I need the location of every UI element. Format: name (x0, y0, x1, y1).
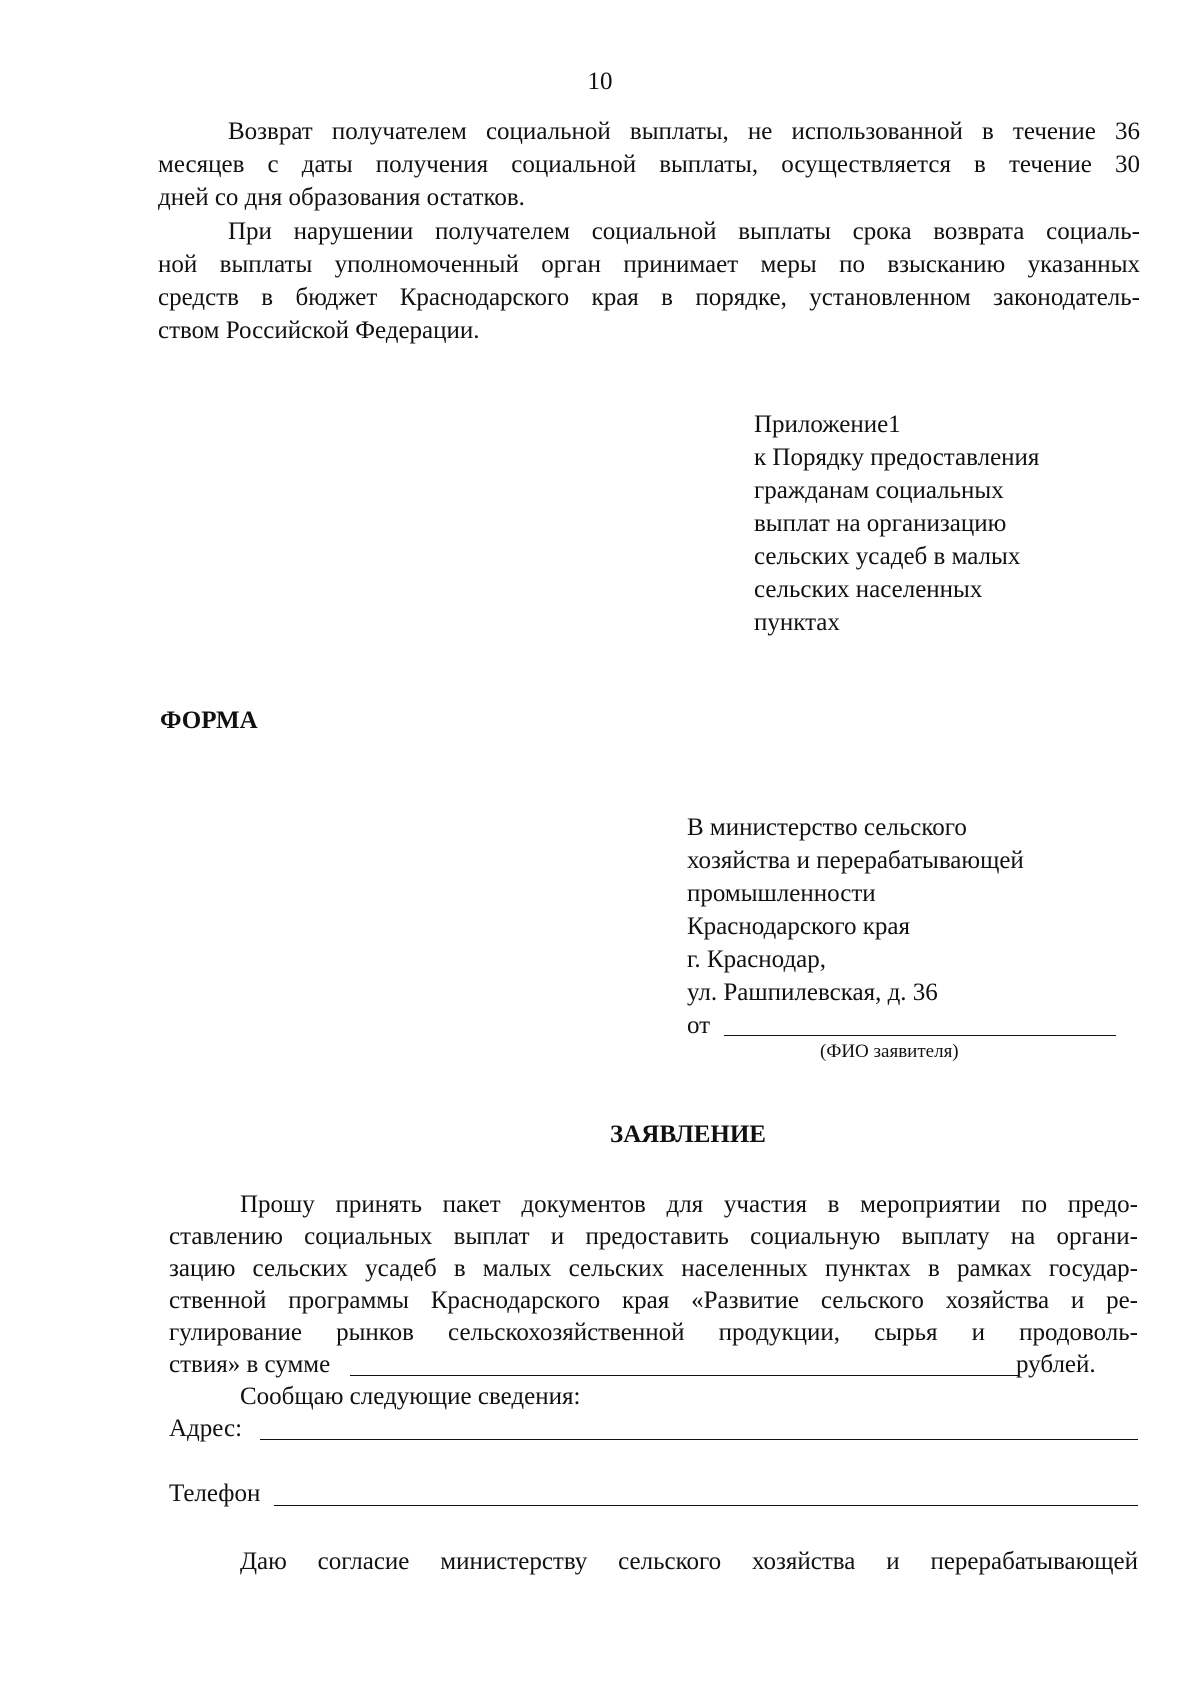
paragraph-2-line-3: средств в бюджет Краснодарского края в порядке, установленном законодатель- (158, 284, 1140, 311)
paragraph-2-line-2: ной выплаты уполномоченный орган принимает меры по взысканию указанных (158, 251, 1140, 278)
statement-line-2: ставлению социальных выплат и предоставить социальную выплату на органи- (169, 1223, 1138, 1250)
sum-suffix: рублей. (1016, 1351, 1096, 1378)
addressee-line: ул. Рашпилевская, д. 36 (687, 979, 938, 1006)
appendix-line: гражданам социальных (754, 477, 1004, 504)
appendix-line: пунктах (754, 609, 840, 636)
appendix-line: Приложение1 (754, 411, 901, 438)
statement-line-3: зацию сельских усадеб в малых сельских населенных пунктах в рамках государ- (169, 1255, 1138, 1282)
address-blank-line[interactable] (260, 1439, 1138, 1440)
paragraph-1-line-2: месяцев с даты получения социальной выплаты, осуществляется в течение 30 (158, 151, 1140, 178)
appendix-line: выплат на организацию (754, 510, 1007, 537)
form-label: ФОРМА (160, 707, 258, 734)
addressee-line: г. Краснодар, (687, 946, 827, 973)
appendix-line: сельских населенных (754, 576, 983, 603)
addressee-line: хозяйства и перерабатывающей (687, 847, 1024, 874)
info-intro: Сообщаю следующие сведения: (240, 1383, 581, 1410)
addressee-block (687, 811, 1024, 1009)
appendix-line: сельских усадеб в малых (754, 543, 1021, 570)
phone-label: Телефон (169, 1480, 261, 1507)
sum-blank-line[interactable] (350, 1375, 1018, 1376)
addressee-line: Краснодарского края (687, 913, 910, 940)
address-label: Адрес: (169, 1415, 243, 1442)
from-label: от (687, 1012, 711, 1039)
statement-line-5: гулирование рынков сельскохозяйственной продукции, сырья и продоволь- (169, 1319, 1138, 1346)
statement-line-4: ственной программы Краснодарского края «Развитие сельского хозяйства и ре- (169, 1287, 1138, 1314)
paragraph-2-line-4: ством Российской Федерации. (158, 317, 480, 344)
paragraph-1-line-3: дней со дня образования остатков. (158, 184, 525, 211)
paragraph-1-line-1: Возврат получателем социальной выплаты, не использованной в течение 36 (228, 118, 1140, 145)
statement-title: ЗАЯВЛЕНИЕ (610, 1121, 766, 1148)
fio-caption: (ФИО заявителя) (820, 1041, 959, 1062)
sum-prefix: ствия» в сумме (169, 1351, 331, 1378)
appendix-block (754, 408, 1039, 639)
consent-line: Даю согласие министерству сельского хозяйства и перерабатывающей (240, 1548, 1138, 1575)
paragraph-2-line-1: При нарушении получателем социальной выплаты срока возврата социаль- (228, 218, 1140, 245)
fio-blank-line[interactable] (724, 1035, 1116, 1036)
addressee-line: промышленности (687, 880, 876, 907)
phone-blank-line[interactable] (274, 1505, 1138, 1506)
statement-line-1: Прошу принять пакет документов для участия в мероприятии по предо- (240, 1191, 1138, 1218)
page-number: 10 (587, 68, 613, 95)
appendix-line: к Порядку предоставления (754, 444, 1040, 471)
addressee-line: В министерство сельского (687, 814, 967, 841)
